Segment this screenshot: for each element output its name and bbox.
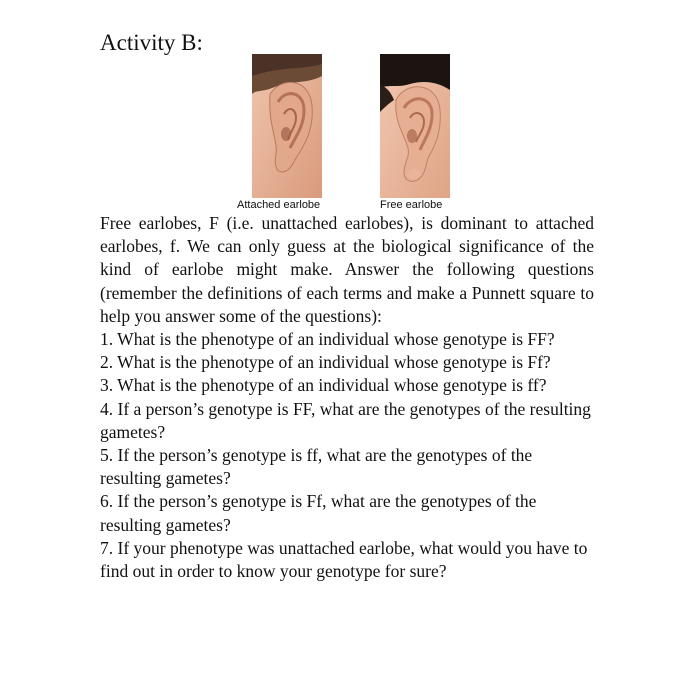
attached-earlobe-image xyxy=(252,54,322,198)
question-2: 2. What is the phenotype of an individual whose genotype is Ff? xyxy=(100,352,551,373)
intro-paragraph: Free earlobes, F (i.e. unattached earlobes), is dominant to attached earlobes, f. We can only guess at the biological significance of the kind of earlobe might make. Answer the following questions (remember the definitions of each terms and make a Punnett square to help you answer some of the questions): xyxy=(100,213,594,326)
question-6: 6. If the person’s genotype is Ff, what are the genotypes of the resulting gametes? xyxy=(100,491,537,535)
free-ear-illustration xyxy=(380,54,450,198)
question-5: 5. If the person’s genotype is ff, what are the genotypes of the resulting gametes? xyxy=(100,445,533,489)
question-7: 7. If your phenotype was unattached earlobe, what would you have to find out in order to know your genotype for sure? xyxy=(100,537,588,582)
question-4: 4. If a person’s genotype is FF, what are the genotypes of the resulting gametes? xyxy=(100,398,591,442)
question-1: 1. What is the phenotype of an individual whose genotype is FF? xyxy=(100,329,555,350)
activity-body xyxy=(100,212,594,583)
attached-earlobe-caption: Attached earlobe xyxy=(237,199,321,211)
attached-ear-illustration xyxy=(252,54,322,198)
free-earlobe-caption: Free earlobe xyxy=(380,199,443,211)
activity-title: Activity B: xyxy=(100,30,203,55)
earlobe-figure xyxy=(232,54,460,214)
question-3: 3. What is the phenotype of an individual whose genotype is ff? xyxy=(100,375,547,396)
free-earlobe-image xyxy=(380,54,450,198)
